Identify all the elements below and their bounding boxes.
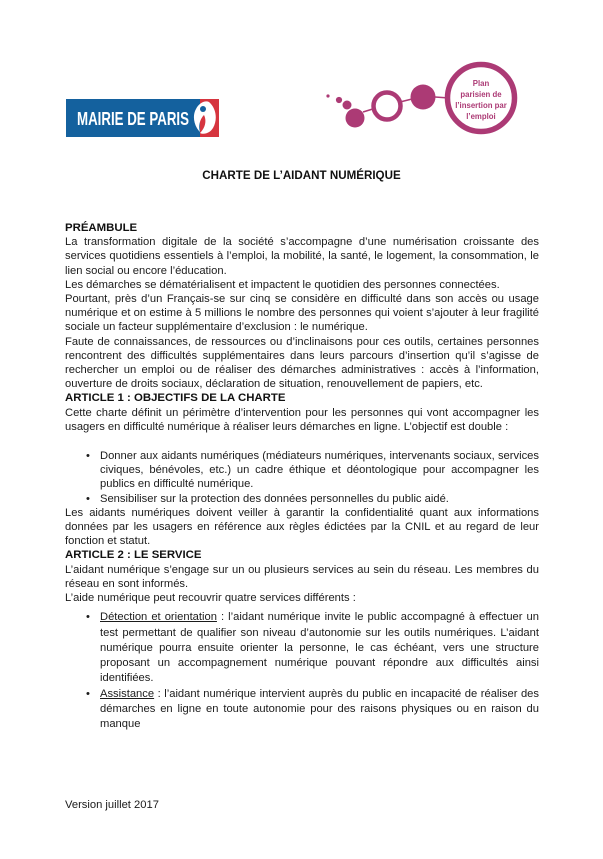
article2-bullet-assistance	[100, 687, 539, 733]
article1-confidentiality-note: Les aidants numériques doivent veiller à garantir la confidentialité quant aux informations données par les usagers en référence aux règles édictées par la CNIL et au regard de leur fonction et statut.	[65, 506, 539, 548]
plie-filled-circle	[346, 109, 365, 128]
bullet-text: Donner aux aidants numériques (médiateurs numériques, intervenants sociaux, services civiques, bénévoles, etc.) un cadre éthique et déontologique pour accompagner les publics en difficulté numérique.	[100, 450, 539, 491]
plie-text-line: Plan	[472, 79, 490, 88]
bullet-text: Sensibiliser sur la protection des données personnelles du public aidé.	[100, 492, 449, 505]
bullet-text: : l’aidant numérique invite le public accompagné à effectuer un test permettant de qualifier son niveau d’autonomie sur les outils numériques. L’aidant numérique pourra ensuite orienter la personne, le cas échéant, vers une structure proposant un accompagnement numérique pouvant répondre aux difficultés ainsi identifiées.	[100, 611, 539, 685]
article1-heading: ARTICLE 1 : OBJECTIFS DE LA CHARTE	[65, 392, 286, 405]
plie-dot	[326, 94, 329, 97]
preamble-paragraph-4: Faute de connaissances, de ressources ou d’inclinaisons pour ces outils, certaines personnes rencontrent des difficultés supplémentaires dans leurs parcours d’insertion qu’il s’agisse de rechercher un emploi ou de réaliser des démarches administratives : accès à l’information, ouverture de droits sociaux, déclaration de situation, renouvellement de papiers, etc.	[65, 335, 539, 391]
plie-ring-circle	[374, 93, 401, 120]
plie-filled-circle	[411, 85, 436, 110]
article2-bullet-detection	[100, 610, 539, 686]
plie-logo-graphic	[320, 58, 545, 150]
article2-services-line: L’aide numérique peut recouvrir quatre services différents :	[65, 592, 356, 605]
article1-bullet-2	[100, 492, 539, 506]
preamble-heading: PRÉAMBULE	[65, 222, 138, 234]
article2-intro: L’aidant numérique s’engage sur un ou plusieurs services au sein du réseau. Les membres du réseau en sont informés.	[65, 563, 539, 590]
document-body	[65, 221, 539, 733]
bullet-lead-underlined: Détection et orientation	[100, 611, 217, 624]
plie-text-line: l’emploi	[466, 112, 496, 121]
article1-intro: Cette charte définit un périmètre d’intervention pour les personnes qui vont accompagner les usagers en difficulté numérique à réaliser leurs démarches en ligne. L’objectif est double :	[65, 406, 539, 433]
plie-logo	[320, 58, 545, 154]
article2-bullet-list	[65, 610, 539, 732]
plie-dot	[336, 97, 342, 103]
bullet-lead-underlined: Assistance	[100, 687, 155, 700]
mairie-logo-text: MAIRIE DE PARIS	[77, 108, 189, 129]
preamble-paragraph-1: La transformation digitale de la société s’accompagne d’une numérisation croissante des services quotidiens essentiels à l’emploi, la mobilité, la santé, le logement, la consommation, le lien social ou encore l’éducation.	[65, 236, 539, 277]
plie-text-line: parisien de	[460, 90, 502, 99]
mairie-de-paris-logo	[66, 99, 219, 141]
article1-bullet-list	[65, 449, 539, 506]
plie-dot	[343, 101, 352, 110]
mairie-logo-graphic	[66, 99, 219, 137]
article2-heading: ARTICLE 2 : LE SERVICE	[65, 549, 202, 562]
preamble-paragraph-3: Pourtant, près d’un Français-se sur cinq se considère en difficulté dans son accès ou usage numérique et on estime à 5 millions le nombre des personnes qui voient s’ajouter à leur fragilité sociale un facteur supplémentaire d’exclusion : le numérique.	[65, 293, 539, 334]
sail-emblem-swirl	[200, 106, 206, 112]
article1-bullet-1	[100, 449, 539, 492]
version-note: Version juillet 2017	[65, 799, 159, 811]
document-title: CHARTE DE L’AIDANT NUMÉRIQUE	[202, 169, 401, 182]
bullet-text: : l’aidant numérique intervient auprès du public en incapacité de réaliser des démarches en ligne en toute autonomie pour des raisons physiques ou en raison du manque	[100, 687, 539, 731]
preamble-paragraph-2: Les démarches se dématérialisent et impactent le quotidien des personnes connectées.	[65, 278, 500, 291]
plie-text-line: l’insertion par	[455, 101, 507, 110]
